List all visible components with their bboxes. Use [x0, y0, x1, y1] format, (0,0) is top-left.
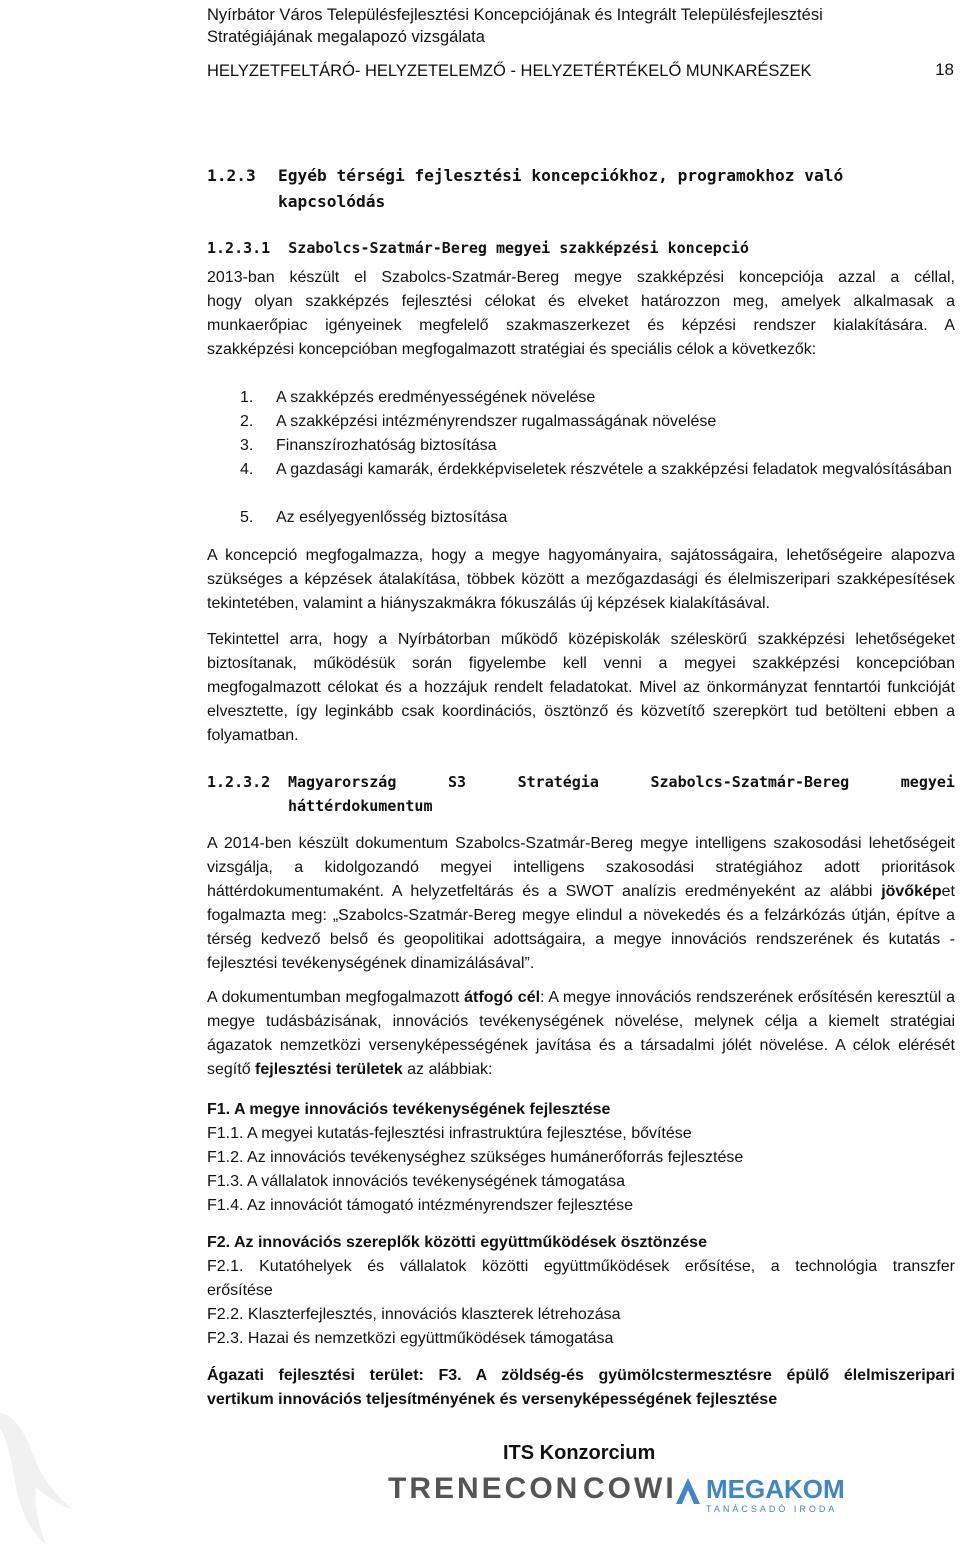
title-word: S3 [447, 773, 467, 791]
f1-item: F1.3. A vállalatok innovációs tevékenységének támogatása [207, 1173, 626, 1190]
paragraph-nyirbator: Tekintettel arra, hogy a Nyírbátorban működő középiskolák széleskörű szakképzési lehetőségeket biztosítanak, működésük során figyelembe kell venni a megyei szakképzési koncepcióban megfogalmazott célokat és a hozzájuk rendelt feladatokat. Mivel az önkormányzat fenntartói funkcióját elvesztette, így leginkább csak koordinációs, ösztönző és közvetítő szerepkört tud betölteni ebben a folyamatban. [207, 631, 955, 744]
paragraph-line: hogy olyan szakképzés fejlesztési célokat és elveket határozzon meg, amelyek alkalmasak a [207, 293, 955, 310]
list-item-number: 3. [240, 437, 254, 454]
subsection-title-line-2: háttérdokumentum [288, 797, 433, 815]
header-title-line-1: Nyírbátor Város Településfejlesztési Koncepciójának és Integrált Településfejlesztési [207, 6, 823, 24]
f2-item: F2.1. Kutatóhelyek és vállalatok közötti együttműködések erősítése, a technológia transzfer [207, 1258, 955, 1275]
cowi-logo: COWI [583, 1472, 677, 1505]
list-item-text: Az esélyegyenlősség biztosítása [276, 509, 508, 526]
section-title-line-2: kapcsolódás [278, 192, 386, 211]
subsection-number-s3: 1.2.3.2 [207, 773, 271, 791]
f2-item-continued: erősítése [207, 1282, 273, 1299]
list-item-number: 1. [240, 389, 254, 406]
list-item-text: Finanszírozhatóság biztosítása [276, 437, 497, 454]
f1-title: F1. A megye innovációs tevékenységének fejlesztése [207, 1101, 611, 1118]
header-title-line-2: Stratégiájának megalapozó vizsgálata [207, 28, 485, 46]
f2-title: F2. Az innovációs szereplők közötti együttműködések ösztönzése [207, 1234, 707, 1251]
bold-term-atfogo-cel: átfogó cél [464, 989, 541, 1006]
list-item [207, 506, 955, 530]
list-item-number: 4. [240, 461, 254, 478]
paragraph-koncepcio: A koncepció megfogalmazza, hogy a megye hagyományaira, sajátosságaira, lehetőségeire alapozva szükséges a képzések átalakítása, többek között a mezőgazdasági és élelmiszeripari szakképesítések tekintetében, valamint a hiányszakmákra fókuszálás új képzések kialakításával. [207, 547, 955, 612]
paragraph-s3-atfogo-cel [207, 986, 955, 1082]
list-item [207, 458, 955, 506]
bold-term-jovokep: jövőkép [881, 883, 942, 900]
text-run: A dokumentumban megfogalmazott [207, 989, 465, 1006]
paragraph-s3-jovokep [207, 832, 955, 976]
text-run: : A megye innovációs rendszerének erősítésén keresztül a megye tudásbázisának, innovációs tevékenységének növelése, melynek célja a kiemelt stratégiai ágazatok nemzetközi versenyképességének javítása és a társadalmi jólét növelése. A célok elérését segítő [207, 989, 955, 1078]
text-run: et fogalmazta meg: „Szabolcs-Szatmár-Bereg megye elindul a növekedés és a felzárkózás útján, építve a térség kedvező belső és geopolitikai adottságaira, a megye innovációs rendszerének és kutatás - fejlesztési tevékenységének dinamizálásával”. [207, 883, 955, 972]
bold-term-fejlesztesi-teruletek: fejlesztési területek [255, 1061, 403, 1078]
section-number: 1.2.3 [207, 166, 256, 185]
title-word: Magyarország [288, 773, 397, 791]
list-item [207, 410, 955, 434]
text-run: az alábbiak: [402, 1061, 493, 1078]
subsection-heading-szakkepzes: 1.2.3.1 Szabolcs-Szatmár-Bereg megyei szakképzési koncepció [207, 239, 749, 257]
list-item-text: A szakképzés eredményességének növelése [276, 389, 596, 406]
f1-item: F1.4. Az innovációt támogató intézményrendszer fejlesztése [207, 1197, 633, 1214]
f1-item: F1.2. Az innovációs tevékenységhez szükséges humánerőforrás fejlesztése [207, 1149, 744, 1166]
text-run: A 2014-ben készült dokumentum Szabolcs-Szatmár-Bereg megye intelligens szakosodási lehetőségeit vizsgálja, a kidolgozandó megyei intelligens szakosodási stratégiához adott prioritások háttérdokumentumaként. A helyzetfeltárás és a SWOT analízis eredményeként az alábbi [207, 835, 955, 900]
paragraph-line: 2013-ban készült el Szabolcs-Szatmár-Bereg megye szakképzési koncepciója azzal a céllal, [207, 269, 955, 286]
bird-watermark-icon [0, 1405, 90, 1549]
title-word: Szabolcs-Szatmár-Bereg [650, 773, 850, 791]
paragraph-line: szakképzési koncepcióban megfogalmazott stratégiai és speciális célok a következők: [207, 341, 817, 358]
title-word: megyei [900, 773, 955, 791]
subsection-title-line-1 [288, 773, 955, 791]
title-word: Stratégia [517, 773, 599, 791]
trenecon-logo: TRENECON [388, 1472, 581, 1505]
f3-title-line-1: Ágazati fejlesztési terület: F3. A zöldség-és gyümölcstermesztésre épülő élelmiszeripari [207, 1367, 955, 1384]
f2-item: F2.3. Hazai és nemzetközi együttműködések támogatása [207, 1330, 614, 1347]
list-item-text: A szakképzési intézményrendszer rugalmasságának növelése [276, 413, 717, 430]
list-item-number: 2. [240, 413, 254, 430]
f2-item: F2.2. Klaszterfejlesztés, innovációs klaszterek létrehozása [207, 1306, 621, 1323]
list-item [207, 434, 955, 458]
section-title-line-1: Egyéb térségi fejlesztési koncepciókhoz, programokhoz való [278, 166, 844, 185]
list-item [207, 386, 955, 410]
paragraph-line: munkaerőpiac igényeinek megfelelő szakmaszerkezet és képzési rendszer kialakítására. A [207, 317, 955, 334]
consortium-title: ITS Konzorcium [503, 1442, 656, 1464]
megakom-logo-subtitle: TANÁCSADÓ IRODA [706, 1504, 838, 1514]
megakom-logo: MEGAKOM [706, 1474, 845, 1504]
list-item-number: 5. [240, 509, 254, 526]
page-number: 18 [935, 60, 954, 79]
list-item-text: A gazdasági kamarák, érdekképviseletek részvétele a szakképzési feladatok megvalósításában [276, 461, 952, 478]
header-section-label: HELYZETFELTÁRÓ- HELYZETELEMZŐ - HELYZETÉRTÉKELŐ MUNKARÉSZEK [207, 62, 812, 80]
f3-title-line-2: vertikum innovációs teljesítményének és versenyképességének fejlesztése [207, 1391, 778, 1408]
f1-item: F1.1. A megyei kutatás-fejlesztési infrastruktúra fejlesztése, bővítése [207, 1125, 692, 1142]
megakom-logo-icon [673, 1474, 703, 1508]
